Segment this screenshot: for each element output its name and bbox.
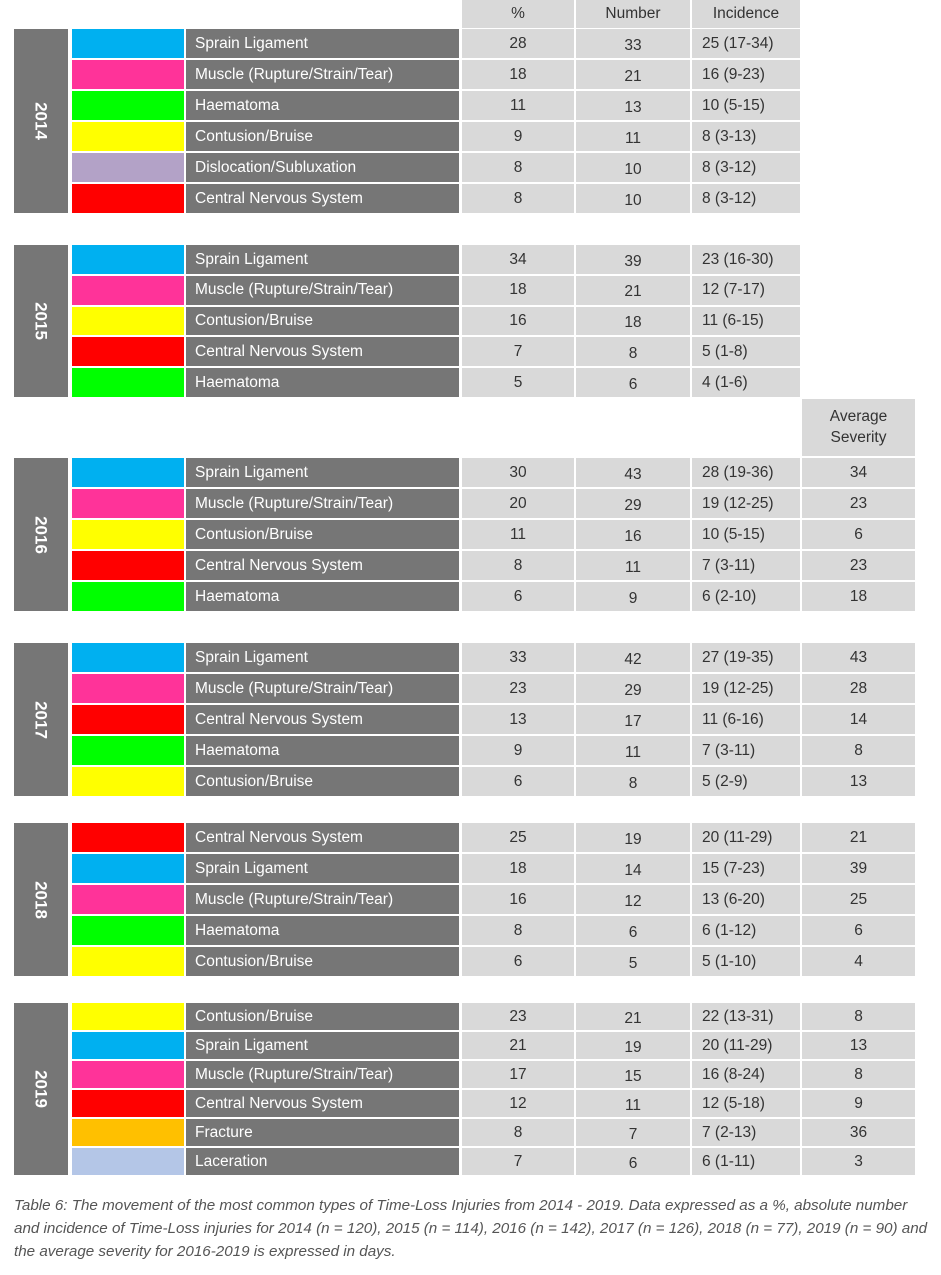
percent-cell: 9 — [462, 736, 574, 765]
incidence-cell: 12 (7-17) — [692, 276, 800, 305]
color-swatch — [72, 551, 184, 580]
percent-cell: 28 — [462, 29, 574, 58]
color-swatch — [72, 60, 184, 89]
injury-name: Muscle (Rupture/Strain/Tear) — [186, 276, 459, 305]
severity-cell: 9 — [802, 1090, 915, 1117]
number-cell: 13 — [576, 91, 690, 120]
incidence-cell: 6 (1-12) — [692, 916, 800, 945]
severity-cell: 18 — [802, 582, 915, 611]
color-swatch — [72, 643, 184, 672]
number-cell: 9 — [576, 582, 690, 611]
injury-name: Laceration — [186, 1148, 459, 1175]
number-cell: 8 — [576, 767, 690, 796]
incidence-cell: 15 (7-23) — [692, 854, 800, 883]
color-swatch — [72, 368, 184, 397]
severity-cell: 36 — [802, 1119, 915, 1146]
percent-cell: 16 — [462, 307, 574, 336]
percent-cell: 8 — [462, 551, 574, 580]
injury-name: Central Nervous System — [186, 337, 459, 366]
injury-name: Dislocation/Subluxation — [186, 153, 459, 182]
percent-cell: 8 — [462, 916, 574, 945]
injury-name: Central Nervous System — [186, 551, 459, 580]
number-cell: 18 — [576, 307, 690, 336]
percent-cell: 18 — [462, 854, 574, 883]
number-cell: 12 — [576, 885, 690, 914]
color-swatch — [72, 1148, 184, 1175]
severity-cell: 3 — [802, 1148, 915, 1175]
percent-cell: 7 — [462, 337, 574, 366]
severity-cell: 21 — [802, 823, 915, 852]
severity-cell: 39 — [802, 854, 915, 883]
severity-cell: 43 — [802, 643, 915, 672]
injury-name: Muscle (Rupture/Strain/Tear) — [186, 60, 459, 89]
percent-cell: 7 — [462, 1148, 574, 1175]
injury-name: Contusion/Bruise — [186, 1003, 459, 1030]
number-cell: 6 — [576, 368, 690, 397]
injury-name: Sprain Ligament — [186, 245, 459, 274]
number-cell: 29 — [576, 674, 690, 703]
severity-cell: 34 — [802, 458, 915, 487]
percent-cell: 8 — [462, 1119, 574, 1146]
color-swatch — [72, 674, 184, 703]
number-cell: 5 — [576, 947, 690, 976]
percent-cell: 30 — [462, 458, 574, 487]
color-swatch — [72, 916, 184, 945]
number-cell: 14 — [576, 854, 690, 883]
number-cell: 11 — [576, 736, 690, 765]
injury-name: Sprain Ligament — [186, 1032, 459, 1059]
year-label-2019 — [14, 1003, 68, 1175]
number-cell: 6 — [576, 1148, 690, 1175]
severity-cell: 13 — [802, 1032, 915, 1059]
percent-cell: 17 — [462, 1061, 574, 1088]
year-text: 2017 — [31, 700, 51, 739]
year-label-2015 — [14, 245, 68, 397]
incidence-cell: 5 (1-10) — [692, 947, 800, 976]
number-cell: 21 — [576, 276, 690, 305]
color-swatch — [72, 276, 184, 305]
header-severity-line2: Severity — [830, 428, 887, 446]
injury-name: Haematoma — [186, 736, 459, 765]
incidence-cell: 10 (5-15) — [692, 520, 800, 549]
percent-cell: 13 — [462, 705, 574, 734]
incidence-cell: 16 (9-23) — [692, 60, 800, 89]
percent-cell: 6 — [462, 582, 574, 611]
color-swatch — [72, 854, 184, 883]
header-severity-line1: Average — [829, 407, 888, 425]
injury-name: Contusion/Bruise — [186, 520, 459, 549]
severity-cell: 23 — [802, 551, 915, 580]
header-percent: % — [462, 0, 574, 28]
incidence-cell: 20 (11-29) — [692, 1032, 800, 1059]
incidence-cell: 27 (19-35) — [692, 643, 800, 672]
incidence-cell: 8 (3-13) — [692, 122, 800, 151]
number-cell: 21 — [576, 60, 690, 89]
severity-cell: 25 — [802, 885, 915, 914]
number-cell: 19 — [576, 1032, 690, 1059]
injury-name: Sprain Ligament — [186, 643, 459, 672]
incidence-cell: 19 (12-25) — [692, 489, 800, 518]
year-text: 2019 — [31, 1070, 51, 1108]
incidence-cell: 6 (1-11) — [692, 1148, 800, 1175]
color-swatch — [72, 736, 184, 765]
number-cell: 39 — [576, 245, 690, 274]
color-swatch — [72, 1003, 184, 1030]
incidence-cell: 7 (2-13) — [692, 1119, 800, 1146]
injury-name: Sprain Ligament — [186, 458, 459, 487]
percent-cell: 8 — [462, 184, 574, 213]
injury-name: Muscle (Rupture/Strain/Tear) — [186, 489, 459, 518]
percent-cell: 16 — [462, 885, 574, 914]
injury-name: Central Nervous System — [186, 823, 459, 852]
severity-cell: 14 — [802, 705, 915, 734]
injury-name: Fracture — [186, 1119, 459, 1146]
percent-cell: 34 — [462, 245, 574, 274]
number-cell: 11 — [576, 122, 690, 151]
injury-name: Haematoma — [186, 91, 459, 120]
incidence-cell: 7 (3-11) — [692, 551, 800, 580]
severity-cell: 8 — [802, 1003, 915, 1030]
table-caption: Table 6: The movement of the most common types of Time-Loss Injuries from 2014 - 2019. Data expressed as a %, absolute number and incidence of Time-Loss injuries for 2014 (n = 120), 2015 (n = 114), 2016 (n = 142), 2017 (n = 126), 2018 (n = 77), 2019 (n = 90) and the average severity for 2016-2019 is expressed in days. — [14, 1197, 928, 1260]
incidence-cell: 13 (6-20) — [692, 885, 800, 914]
injury-name: Muscle (Rupture/Strain/Tear) — [186, 674, 459, 703]
percent-cell: 23 — [462, 1003, 574, 1030]
color-swatch — [72, 767, 184, 796]
percent-cell: 8 — [462, 153, 574, 182]
incidence-cell: 11 (6-16) — [692, 705, 800, 734]
color-swatch — [72, 122, 184, 151]
injury-name: Haematoma — [186, 916, 459, 945]
incidence-cell: 6 (2-10) — [692, 582, 800, 611]
severity-cell: 8 — [802, 736, 915, 765]
severity-cell: 6 — [802, 916, 915, 945]
year-label-2016 — [14, 458, 68, 611]
incidence-cell: 10 (5-15) — [692, 91, 800, 120]
color-swatch — [72, 29, 184, 58]
color-swatch — [72, 885, 184, 914]
color-swatch — [72, 458, 184, 487]
percent-cell: 6 — [462, 947, 574, 976]
percent-cell: 12 — [462, 1090, 574, 1117]
color-swatch — [72, 582, 184, 611]
year-text: 2016 — [31, 515, 51, 554]
header-number: Number — [576, 0, 690, 28]
incidence-cell: 8 (3-12) — [692, 153, 800, 182]
number-cell: 16 — [576, 520, 690, 549]
number-cell: 17 — [576, 705, 690, 734]
injury-name: Contusion/Bruise — [186, 307, 459, 336]
severity-cell: 28 — [802, 674, 915, 703]
number-cell: 43 — [576, 458, 690, 487]
color-swatch — [72, 520, 184, 549]
percent-cell: 33 — [462, 643, 574, 672]
number-cell: 19 — [576, 823, 690, 852]
percent-cell: 18 — [462, 60, 574, 89]
incidence-cell: 8 (3-12) — [692, 184, 800, 213]
color-swatch — [72, 153, 184, 182]
color-swatch — [72, 245, 184, 274]
incidence-cell: 16 (8-24) — [692, 1061, 800, 1088]
injury-name: Sprain Ligament — [186, 29, 459, 58]
number-cell: 33 — [576, 29, 690, 58]
injury-name: Muscle (Rupture/Strain/Tear) — [186, 1061, 459, 1088]
severity-cell: 8 — [802, 1061, 915, 1088]
injury-name: Contusion/Bruise — [186, 947, 459, 976]
number-cell: 10 — [576, 153, 690, 182]
color-swatch — [72, 1032, 184, 1059]
percent-cell: 25 — [462, 823, 574, 852]
percent-cell: 20 — [462, 489, 574, 518]
percent-cell: 18 — [462, 276, 574, 305]
year-text: 2018 — [31, 880, 51, 919]
color-swatch — [72, 1119, 184, 1146]
percent-cell: 6 — [462, 767, 574, 796]
incidence-cell: 28 (19-36) — [692, 458, 800, 487]
injury-name: Central Nervous System — [186, 184, 459, 213]
percent-cell: 23 — [462, 674, 574, 703]
injury-name: Contusion/Bruise — [186, 767, 459, 796]
incidence-cell: 23 (16-30) — [692, 245, 800, 274]
injury-name: Central Nervous System — [186, 1090, 459, 1117]
percent-cell: 21 — [462, 1032, 574, 1059]
incidence-cell: 5 (2-9) — [692, 767, 800, 796]
color-swatch — [72, 337, 184, 366]
number-cell: 10 — [576, 184, 690, 213]
incidence-cell: 20 (11-29) — [692, 823, 800, 852]
injury-name: Haematoma — [186, 582, 459, 611]
year-label-2018 — [14, 823, 68, 976]
severity-cell: 23 — [802, 489, 915, 518]
percent-cell: 9 — [462, 122, 574, 151]
year-label-2017 — [14, 643, 68, 796]
number-cell: 21 — [576, 1003, 690, 1030]
color-swatch — [72, 91, 184, 120]
percent-cell: 11 — [462, 91, 574, 120]
number-cell: 29 — [576, 489, 690, 518]
incidence-cell: 25 (17-34) — [692, 29, 800, 58]
injury-name: Sprain Ligament — [186, 854, 459, 883]
header-incidence: Incidence — [692, 0, 800, 28]
incidence-cell: 5 (1-8) — [692, 337, 800, 366]
color-swatch — [72, 1061, 184, 1088]
incidence-cell: 11 (6-15) — [692, 307, 800, 336]
color-swatch — [72, 1090, 184, 1117]
year-text: 2014 — [31, 102, 51, 140]
severity-cell: 4 — [802, 947, 915, 976]
severity-cell: 13 — [802, 767, 915, 796]
color-swatch — [72, 823, 184, 852]
incidence-cell: 19 (12-25) — [692, 674, 800, 703]
color-swatch — [72, 184, 184, 213]
color-swatch — [72, 489, 184, 518]
color-swatch — [72, 947, 184, 976]
year-text: 2015 — [31, 302, 51, 340]
percent-cell: 11 — [462, 520, 574, 549]
injury-name: Contusion/Bruise — [186, 122, 459, 151]
number-cell: 42 — [576, 643, 690, 672]
severity-cell: 6 — [802, 520, 915, 549]
color-swatch — [72, 705, 184, 734]
incidence-cell: 4 (1-6) — [692, 368, 800, 397]
header-average-severity — [802, 399, 915, 456]
number-cell: 7 — [576, 1119, 690, 1146]
number-cell: 6 — [576, 916, 690, 945]
color-swatch — [72, 307, 184, 336]
percent-cell: 5 — [462, 368, 574, 397]
number-cell: 8 — [576, 337, 690, 366]
incidence-cell: 7 (3-11) — [692, 736, 800, 765]
injury-name: Muscle (Rupture/Strain/Tear) — [186, 885, 459, 914]
injury-name: Haematoma — [186, 368, 459, 397]
number-cell: 11 — [576, 551, 690, 580]
number-cell: 15 — [576, 1061, 690, 1088]
incidence-cell: 12 (5-18) — [692, 1090, 800, 1117]
incidence-cell: 22 (13-31) — [692, 1003, 800, 1030]
injury-name: Central Nervous System — [186, 705, 459, 734]
number-cell: 11 — [576, 1090, 690, 1117]
year-label-2014 — [14, 29, 68, 213]
